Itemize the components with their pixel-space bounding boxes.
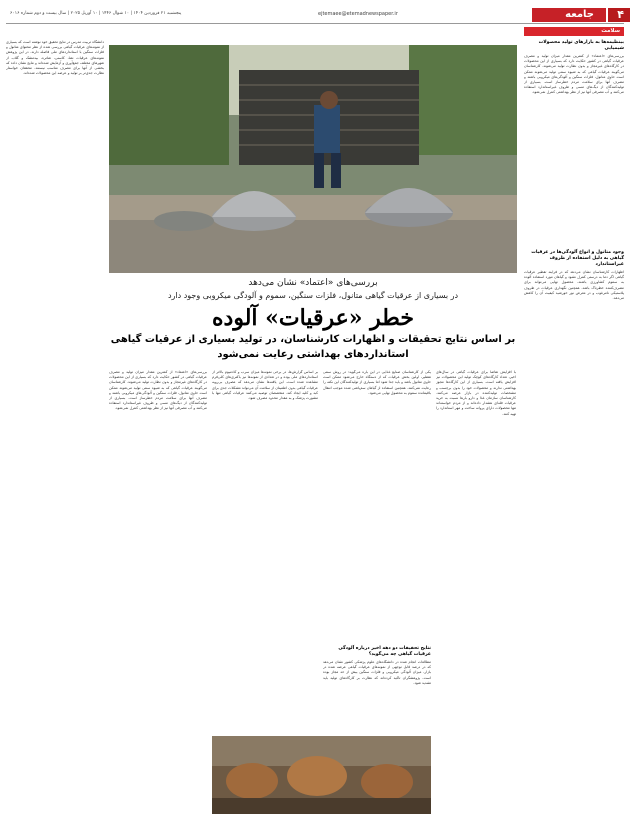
distillation-workshop-photo [109, 45, 517, 273]
section-title: جامعه [565, 9, 594, 20]
headline-deck-2: استانداردهای بهداشتی رعایت نمی‌شود [217, 349, 409, 360]
col4b-text: بررسی‌های «اعتماد» از کمترین مقدار میزان تولید و مصرف عرقیات گیاهی در کشور حکایت دارد که بسیاری از این محصولات در کارگاه‌های غیرمجاز و بدون نظارت تولید می‌شوند. کارشناسان می‌گویند عرقیات گیاهی که به شیوه سنتی تولید می‌شوند ممکن است حاوی متانول، فلزات سنگین و آلودگی‌های میکروبی باشند و مصرف آنها برای سلامت مردم خطرساز است. بسیاری از تولیدکنندگان از دیگ‌های مسی و ظروف غیراستاندارد استفاده می‌کنند و آب مصرفی آنها نیز از نظر بهداشتی کنترل نمی‌شود. [109, 370, 207, 411]
col3-text: یکی از کارشناسان صنایع غذایی در این باره می‌گوید: در روش سنتی تقطیر، اولین بخش عرقیات که از دستگاه خارج می‌شود ممکن است حاوی متانول باشد و باید جدا شود اما بسیاری از تولیدکنندگان این نکته را رعایت نمی‌کنند. همچنین استفاده از گیاهان سم‌پاشی شده موجب انتقال باقیمانده سموم به محصول نهایی می‌شود. [323, 370, 431, 395]
masthead-rule [6, 23, 624, 24]
headline-subkicker: در بسیاری از عرقیات گیاهی متانول، فلزات سنگین، سموم و آلودگی میکروبی وجود دارد [167, 291, 459, 300]
col1-heading: بینظیمه‌ها به بازارهای تولید محصولات شیمیایی [538, 40, 624, 51]
page-number: ۴ [617, 8, 624, 21]
col3-text-2: مطالعات انجام شده در دانشگاه‌های علوم پزشکی کشور نشان می‌دهد که در درصد قابل توجهی از نمونه‌های عرقیات گیاهی عرضه شده در بازار، میزان آلودگی میکروبی و فلزات سنگین بیش از حد مجاز بوده است. پژوهشگران تاکید کرده‌اند که نظارت بر کارگاه‌های تولید باید تشدید شود. [323, 660, 431, 685]
col2-text: با افزایش تقاضا برای عرقیات گیاهی در سال‌های اخیر، تعداد کارگاه‌های کوچک تولید این محصولات نیز افزایش یافته است. بسیاری از این کارگاه‌ها مجوز بهداشتی ندارند و محصولات خود را بدون برچسب و مشخصات تولیدکننده در بازار عرضه می‌کنند. کارشناسان سازمان غذا و دارو بارها نسبت به خرید عرقیات فله‌ای هشدار داده‌اند و از مردم خواسته‌اند تنها محصولات دارای پروانه ساخت و مهر استاندارد را تهیه کنند. [436, 370, 516, 416]
col1-text: بررسی‌های «اعتماد» از کمترین مقدار میزان تولید و مصرف عرقیات گیاهی در کشور حکایت دارد که بسیاری از این محصولات در کارگاه‌های غیرمجاز و بدون نظارت تولید می‌شوند. کارشناسان می‌گویند عرقیات گیاهی که به شیوه سنتی تولید می‌شوند ممکن است حاوی متانول، فلزات سنگین و آلودگی‌های میکروبی باشند و مصرف آنها برای سلامت مردم خطرساز است. بسیاری از تولیدکنندگان از دیگ‌های مسی و ظروف غیراستاندارد استفاده می‌کنند و آب مصرفی آنها نیز از نظر بهداشتی کنترل نمی‌شود. [524, 54, 624, 95]
copper-still-photo [212, 736, 431, 814]
headline-kicker: بررسی‌های «اعتماد» نشان می‌دهد [248, 278, 378, 288]
masthead-dateline: پنجشنبه ۲۱ فروردین ۱۴۰۴ | ۱۰ شوال ۱۴۴۶ | ۱۰ آوریل ۲۰۲۵ | سال بیست و دوم شماره ۶۰۱۶ [10, 11, 182, 16]
col4-text: بر اساس گزارش‌ها، در برخی نمونه‌ها میزان سرب و کادمیوم بالاتر از استانداردهای ملی بوده و در تعدادی از نمونه‌ها نیز باکتری‌های کلی‌فرم مشاهده شده است. این یافته‌ها نشان می‌دهد که مصرف بی‌رویه عرقیات گیاهی بدون اطمینان از سلامت آن می‌تواند مشکلات جدی برای کبد و کلیه ایجاد کند. متخصصان توصیه می‌کنند عرقیات گیاهی تنها با مشورت پزشک و به مقدار محدود مصرف شود. [212, 370, 318, 401]
col5-text: دانشگاه تربیت مدرس در نتایج تحقیق خود نوشته است که بسیاری از نمونه‌های عرقیات گیاهی بررسی شده از نظر محتوای متانول و فلزات سنگین با استانداردهای ملی فاصله دارند. در این پژوهش نمونه‌های عرقیات نعنا، کاسنی، شاتره، بیدمشک و گلاب از شهرهای مختلف جمع‌آوری و آزمایش شده‌اند و نتایج نشان داده که بخشی از آنها برای مصرف مناسب نیستند. محققان خواستار نظارت جدی‌تر بر تولید و عرضه این محصولات شده‌اند. [6, 40, 104, 76]
masthead-email: ejtemaee@etemadnewspaper.ir [318, 11, 398, 17]
subsection-label: سلامت [601, 28, 620, 34]
headline-deck-1: بر اساس نتایج تحقیقات و اظهارات کارشناسان، در تولید بسیاری از عرقیات گیاهی [110, 334, 516, 345]
headline-title: خطر «عرقیات» آلوده [212, 305, 414, 331]
col3-heading: نتایج تحقیقات دو دهه اخیر درباره آلودگی عرقیات گیاهی چه می‌گوید؟ [338, 646, 431, 657]
col1-text-2: اظهارات کارشناسان نشان می‌دهد که در فرآیند تقطیر عرقیات گیاهی اگر دما به درستی کنترل نشود و گیاهان مورد استفاده آلوده به سموم کشاورزی باشند، محصول نهایی می‌تواند برای مصرف‌کننده خطرناک باشد. همچنین نگهداری عرقیات در ظروف پلاستیکی نامرغوب و در معرض نور خورشید کیفیت آن را کاهش می‌دهد. [524, 270, 624, 301]
col1-heading-2: وجود متانول و انواع آلودگی‌ها در عرقیات گیاهی به دلیل استفاده از ظروف غیراستاندارد [531, 250, 624, 267]
